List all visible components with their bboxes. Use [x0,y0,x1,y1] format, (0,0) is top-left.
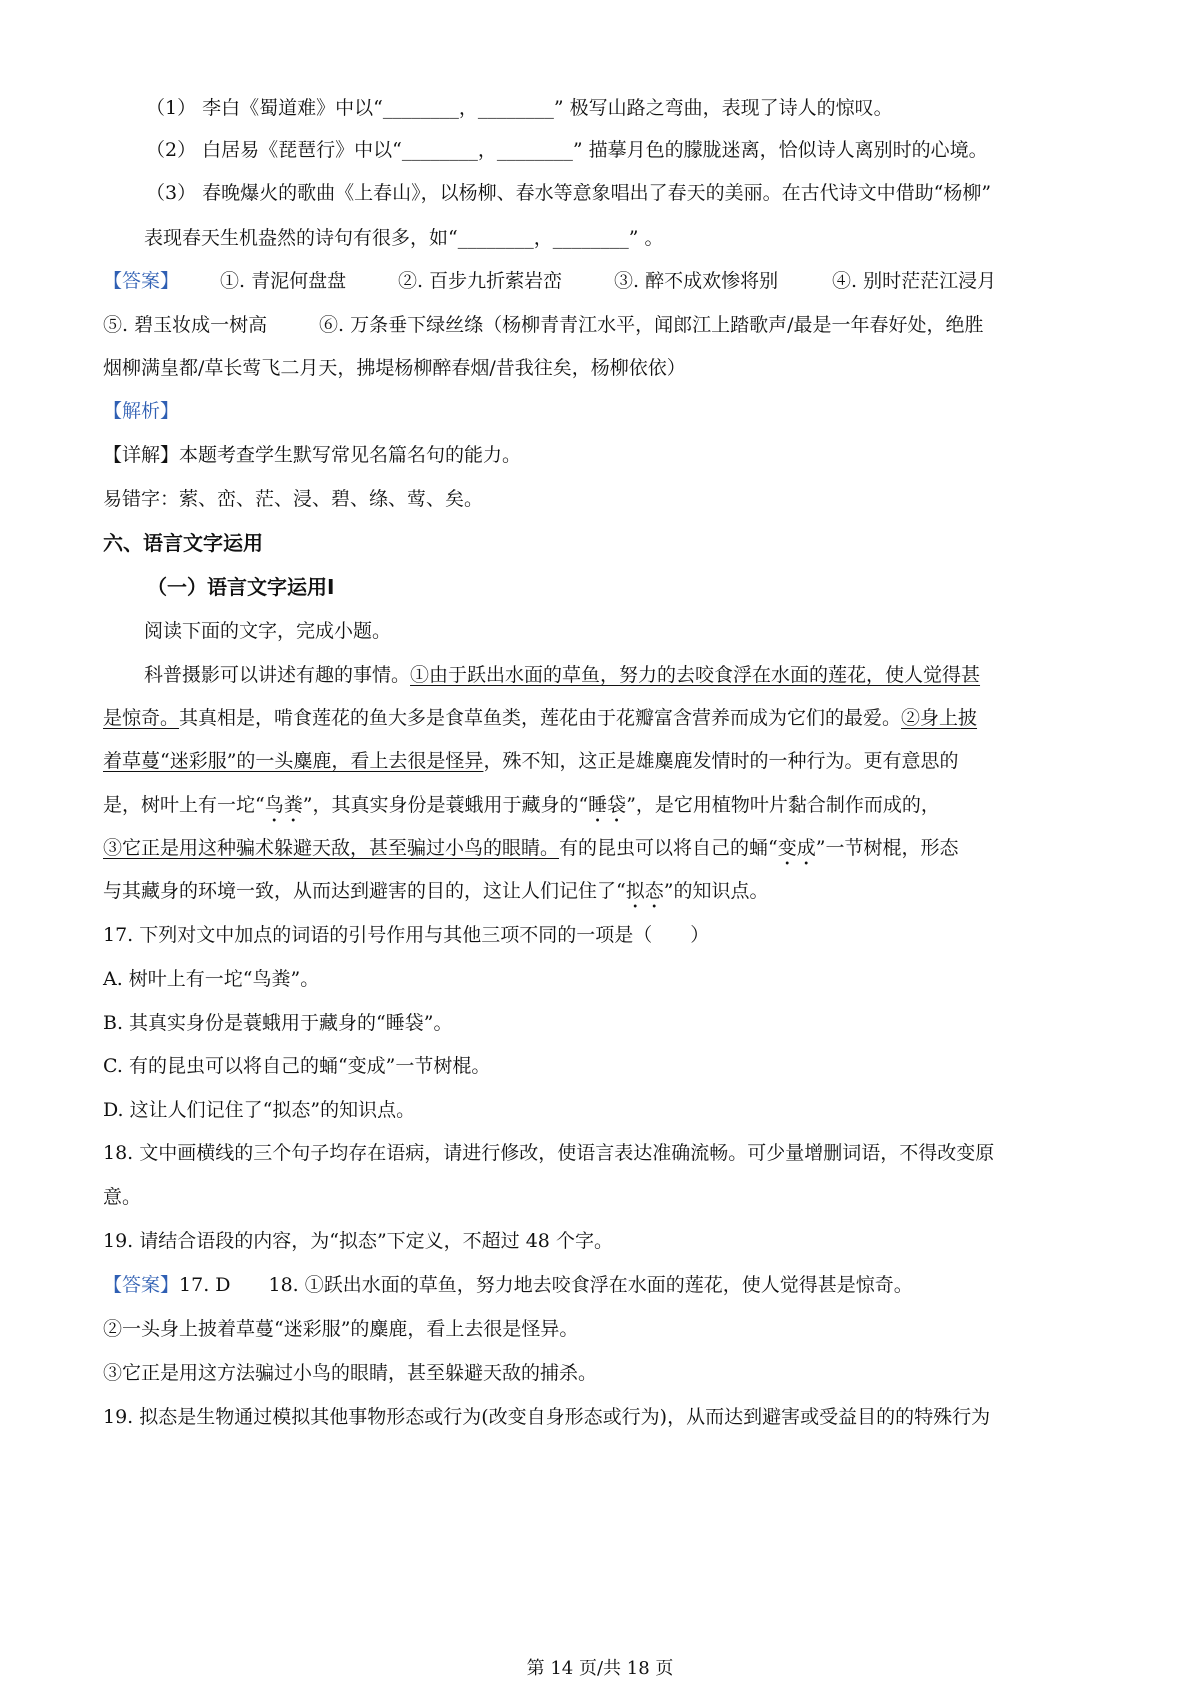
passage-line-3: 着草蔓“迷彩服”的一头麋鹿，看上去很是怪异，殊不知，这正是雄麋鹿发情时的一种行为。更有意思的 [103,750,959,772]
dotted-word-biancheng: 变成 [777,837,816,859]
passage-line-4: 是，树叶上有一坨“鸟粪”，其真实身份是蓑蛾用于藏身的“睡袋”，是它用植物叶片黏合制作而成的， [103,794,940,816]
reading-intro: 阅读下面的文字，完成小题。 [144,620,392,642]
question-17: 17. 下列对文中加点的词语的引号作用与其他三项不同的一项是（ ） [103,924,710,946]
answer-3: ③. 醉不成欢惨将别 [614,270,779,292]
page-footer: 第 14 页/共 18 页 [526,1658,674,1679]
section-subtitle: （一）语言文字运用Ⅰ [147,575,335,599]
answer-tag: 【答案】 [103,270,180,292]
answer-block-2-line1: 【答案】17. D 18. ①跃出水面的草鱼，努力地去咬食浮在水面的莲花，使人觉得甚是惊奇。 [103,1274,913,1296]
answer-18-2: ②一头身上披着草蔓“迷彩服”的麋鹿，看上去很是怪异。 [103,1318,579,1340]
question-19: 19. 请结合语段的内容，为“拟态”下定义，不超过 48 个字。 [103,1230,613,1252]
passage-line-1: 科普摄影可以讲述有趣的事情。①由于跃出水面的草鱼，努力的去咬食浮在水面的莲花，使人觉得甚 [144,664,981,686]
answer-6-line2: 烟柳满皇都/草长莺飞二月天，拂堤杨柳醉春烟/昔我往矣，杨柳依依） [103,357,686,379]
answer-1: ①. 青泥何盘盘 [220,270,347,292]
q16-item-3-line1: （3） 春晚爆火的歌曲《上春山》，以杨柳、春水等意象唱出了春天的美丽。在古代诗文中借助“杨柳” [146,182,992,204]
underlined-sentence-3: ③它正是用这种骗术躲避天敌，甚至骗过小鸟的眼睛。 [103,837,560,859]
section-title: 六、语言文字运用 [103,531,263,555]
option-b: B. 其真实身份是蓑蛾用于藏身的“睡袋”。 [103,1012,453,1034]
underlined-sentence-1-end: 是惊奇。 [103,707,180,729]
answer-2: ②. 百步九折萦岩峦 [398,270,563,292]
answer-19: 19. 拟态是生物通过模拟其他事物形态或行为(改变自身形态或行为)，从而达到避害或受益目的的特殊行为 [103,1406,991,1428]
q16-item-2: （2） 白居易《琵琶行》中以“________，________” 描摹月色的朦胧迷离，恰似诗人离别时的心境。 [146,139,988,161]
answer-4: ④. 别时茫茫江浸月 [832,270,997,292]
answer-18-3: ③它正是用这方法骗过小鸟的眼睛，甚至躲避天敌的捕杀。 [103,1362,598,1384]
passage-line-5: ③它正是用这种骗术躲避天敌，甚至骗过小鸟的眼睛。有的昆虫可以将自己的蛹“变成”一节树棍，形态 [103,837,959,859]
answer-6-line1: ⑥. 万条垂下绿丝绦（杨柳青青江水平，闻郎江上踏歌声/最是一年春好处，绝胜 [319,314,984,336]
dotted-word-niaofen: 鸟粪 [264,794,303,816]
q16-item-3-line2: 表现春天生机盎然的诗句有很多，如“________，________” 。 [144,227,664,249]
underlined-sentence-2: ②身上披 [901,707,978,729]
error-chars: 易错字：萦、峦、茫、浸、碧、绦、莺、矣。 [103,488,484,510]
question-18-line1: 18. 文中画横线的三个句子均存在语病，请进行修改，使语言表达准确流畅。可少量增删词语，不得改变原 [103,1142,995,1164]
option-a: A. 树叶上有一坨“鸟粪”。 [103,968,320,990]
answer-5: ⑤. 碧玉妆成一树高 [103,314,268,336]
dotted-word-nitai: 拟态 [625,880,664,902]
underlined-sentence-1: ①由于跃出水面的草鱼，努力的去咬食浮在水面的莲花，使人觉得甚 [410,664,981,686]
analysis-tag: 【解析】 [103,400,180,422]
passage-line-6: 与其藏身的环境一致，从而达到避害的目的，这让人们记住了“拟态”的知识点。 [103,880,769,902]
underlined-sentence-2-end: 着草蔓“迷彩服”的一头麋鹿，看上去很是怪异 [103,750,484,772]
answer-tag-2: 【答案】 [103,1274,180,1296]
question-18-line2: 意。 [103,1186,142,1208]
option-c: C. 有的昆虫可以将自己的蛹“变成”一节树棍。 [103,1055,491,1077]
option-d: D. 这让人们记住了“拟态”的知识点。 [103,1099,416,1121]
dotted-word-shuidai: 睡袋 [588,794,627,816]
q16-item-1: （1） 李白《蜀道难》中以“________，________” 极写山路之弯曲，表现了诗人的惊叹。 [146,97,893,119]
passage-line-2: 是惊奇。其真相是，啃食莲花的鱼大多是食草鱼类，莲花由于花瓣富含营养而成为它们的最爱。②身上披 [103,707,978,729]
detail-text: 【详解】本题考查学生默写常见名篇名句的能力。 [103,444,522,466]
